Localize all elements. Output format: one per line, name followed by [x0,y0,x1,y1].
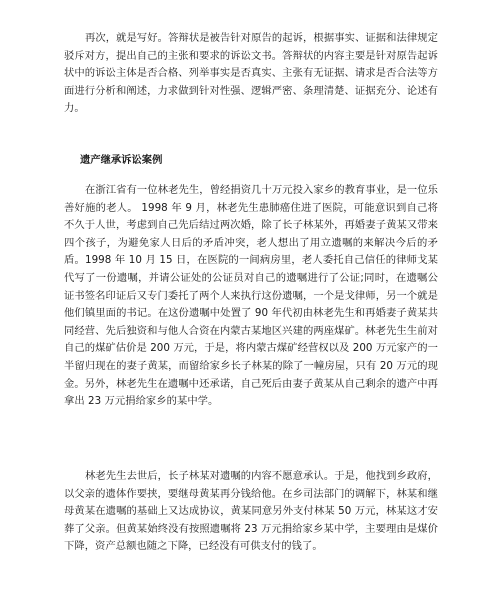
section-heading: 遗产继承诉讼案例 [80,154,163,166]
case-paragraph: 在浙江省有一位林老先生，曾经捐资几十万元投入家乡的教育事业，是一位乐善好施的老人。 1998 年 9 月，林老先生患肺癌住进了医院，可能意识到自己将不久于人世，考虑到自己先后结过两次婚，除了长子林某外，再婚妻子黄某又带来四个孩子，为避免家人日后的矛盾冲突，老人想出了用立遗嘱的来解决今后的矛盾。1998 年 10 月 15 日，在医院的一间病房里，老人委托自己信任的律师戈某代写了一份遗嘱，并请公证处的公证员对自己的遗嘱进行了公证;同时，在遗嘱公证书签名印证后又专门委托了两个人来执行这份遗嘱，一个是戈律师，另一个就是他们镇里面的书记。在这份遗嘱中处置了 90 年代初由林老先生和再婚妻子黄某共同经营、先后独资和与他人合资在内蒙古某地区兴建的两座煤矿。林老先生生前对自己的煤矿估价是 200 万元，于是，将内蒙古煤矿经营权以及 200 万元家产的一半留归现在的妻子黄某，而留给家乡长子林某的除了一幢房屋，只有 20 万元的现金。另外，林老先生在遗嘱中还承诺，自己死后由妻子黄某从自己剩余的遗产中再拿出 23 万元捐给家乡的某中学。 [64,184,438,408]
intro-paragraph: 再次，就是写好。答辩状是被告针对原告的起诉，根据事实、证据和法律规定驳斥对方，提出自己的主张和要求的诉讼文书。答辩状的内容主要是针对原告起诉状中的诉讼主体是否合格、列举事实是否真实、主张有无证据、请求是否合法等方面进行分析和阐述，力求做到针对性强、逻辑严密、条理清楚、证据充分、论述有力。 [64,32,438,115]
aftermath-paragraph: 林老先生去世后，长子林某对遗嘱的内容不愿意承认。于是，他找到乡政府，以父亲的遗体作要挟，要继母黄某再分钱给他。在乡司法部门的调解下，林某和继母黄某在遗嘱的基础上又达成协议，黄某同意另外支付林某 50 万元，林某这才安葬了父亲。但黄某始终没有按照遗嘱将 23 万元捐给家乡某中学，主要理由是煤价下降，资产总额也随之下降，已经没有可供支付的钱了。 [64,470,438,553]
